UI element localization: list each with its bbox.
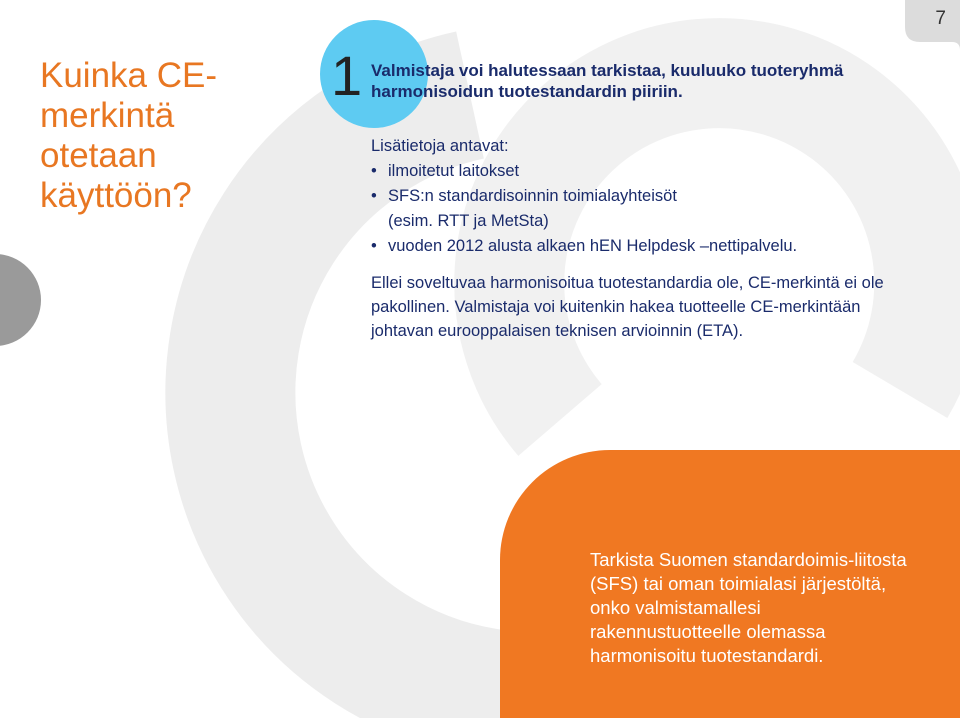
callout-text: Tarkista Suomen standardoimis-liitosta (SFS) tai oman toimialasi järjestöltä, onko valmistamallesi rakennustuotteelle olemassa harmonisoitu tuotestandardi. xyxy=(590,549,907,666)
page-corner-tab xyxy=(905,0,960,50)
info-list xyxy=(371,159,911,259)
lead-text: Valmistaja voi halutessaan tarkistaa, kuuluuko tuoteryhmä harmonisoidun tuotestandardin piiriin. xyxy=(371,61,844,101)
note-paragraph: Ellei soveltuvaa harmonisoitua tuotestandardia ole, CE-merkintä ei ole pakollinen. Valmistaja voi kuitenkin hakea tuotteelle CE-merkintään johtavan eurooppalaisen teknisen arvioinnin (ETA). xyxy=(371,274,884,340)
info-heading: Lisätietoja antavat: xyxy=(371,137,509,155)
info-item: • vuoden 2012 alusta alkaen hEN Helpdesk –nettipalvelu. xyxy=(371,234,911,259)
step-number: 1 xyxy=(331,44,363,107)
gray-half-circle xyxy=(0,254,41,346)
info-item: • SFS:n standardisoinnin toimialayhteisöt (esim. RTT ja MetSta) xyxy=(371,184,718,234)
info-item: • ilmoitetut laitokset xyxy=(371,159,911,184)
info-block xyxy=(371,134,911,259)
page-number: 7 xyxy=(935,8,946,29)
slide-title: Kuinka CE-merkintä otetaan käyttöön? xyxy=(40,56,218,215)
